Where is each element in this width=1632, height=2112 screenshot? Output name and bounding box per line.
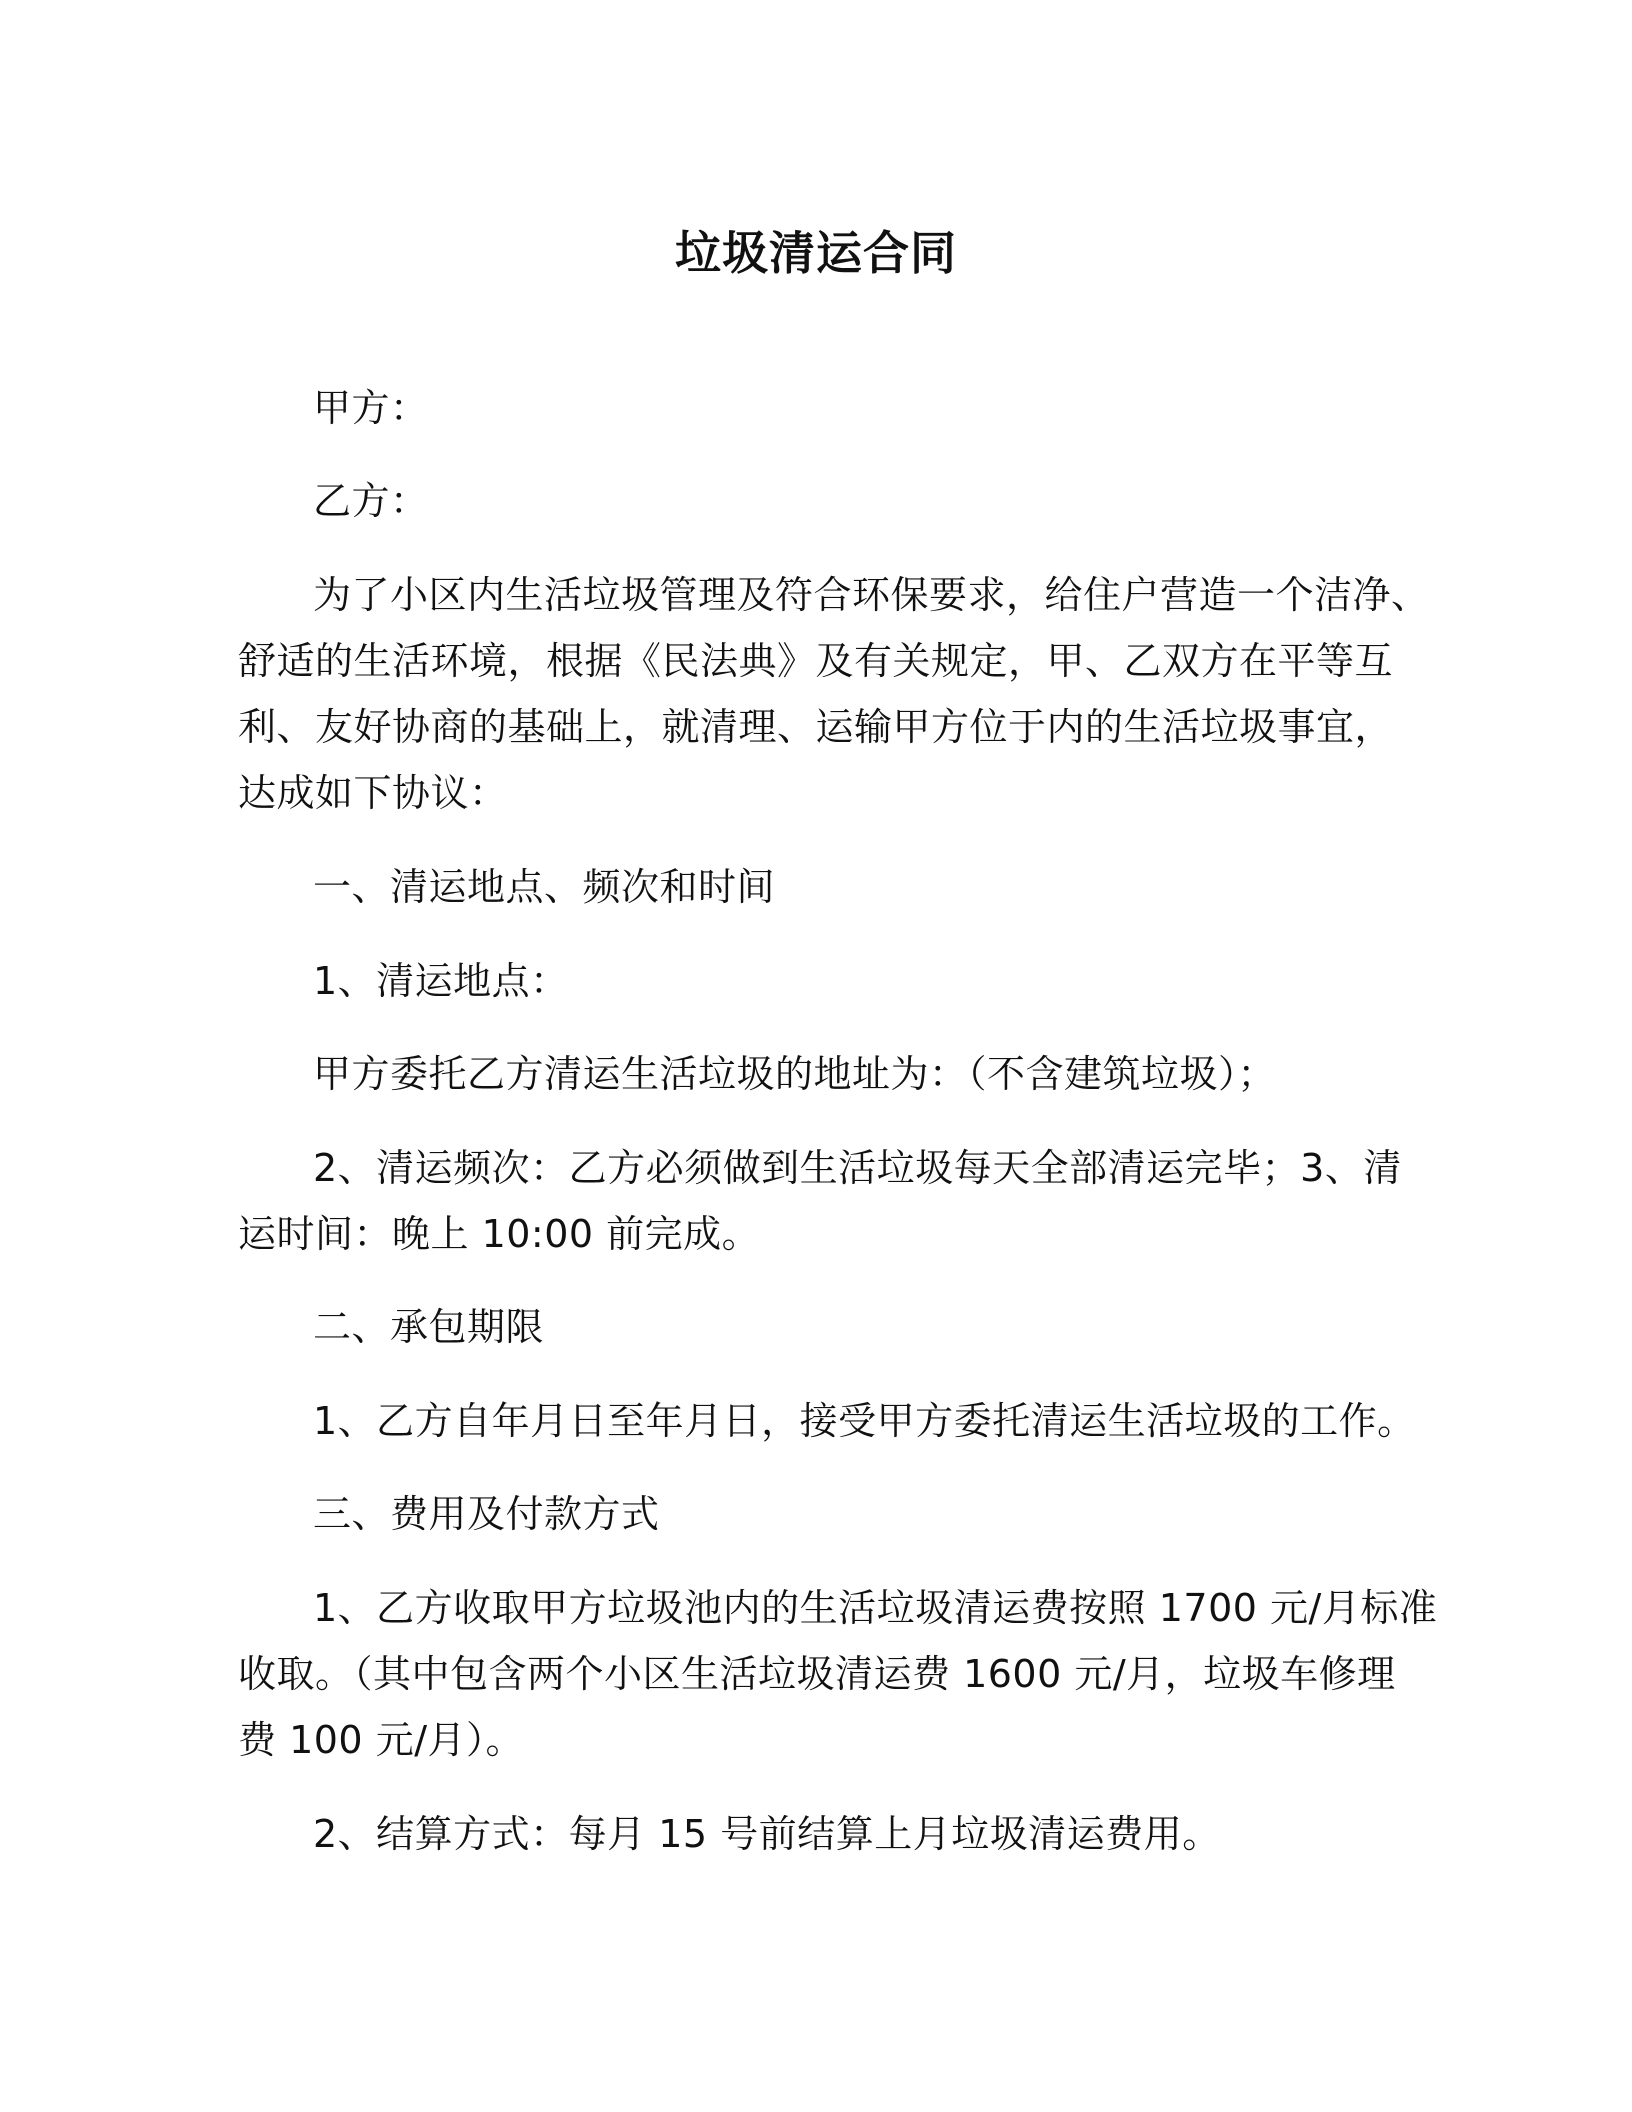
party-b-label: 乙方： <box>313 479 429 523</box>
section-3-item-1-line-3: 费 100 元/月）。 <box>238 1718 524 1762</box>
section-3-heading: 三、费用及付款方式 <box>313 1492 660 1536</box>
section-3-item-1-line-2: 收取。（其中包含两个小区生活垃圾清运费 1600 元/月，垃圾车修理 <box>238 1652 1396 1696</box>
section-3-item-2: 2、结算方式：每月 15 号前结算上月垃圾清运费用。 <box>313 1812 1221 1856</box>
section-2-heading: 二、承包期限 <box>313 1305 545 1349</box>
preamble-line-3: 利、友好协商的基础上，就清理、运输甲方位于内的生活垃圾事宜， <box>238 705 1394 749</box>
section-1-item-2-line-2: 运时间：晚上 10:00 前完成。 <box>238 1212 761 1256</box>
section-1-item-1-text: 甲方委托乙方清运生活垃圾的地址为：（不含建筑垃圾）； <box>313 1052 1277 1096</box>
preamble-line-2: 舒适的生活环境，根据《民法典》及有关规定，甲、乙双方在平等互 <box>238 639 1394 683</box>
section-2-item-1: 1、乙方自年月日至年月日，接受甲方委托清运生活垃圾的工作。 <box>313 1399 1416 1443</box>
preamble-line-1: 为了小区内生活垃圾管理及符合环保要求，给住户营造一个洁净、 <box>313 573 1430 617</box>
section-1-item-1-label: 1、清运地点： <box>313 959 569 1003</box>
document-title: 垃圾清运合同 <box>675 226 957 280</box>
section-3-item-1-line-1: 1、乙方收取甲方垃圾池内的生活垃圾清运费按照 1700 元/月标准 <box>313 1586 1438 1630</box>
preamble-line-4: 达成如下协议： <box>238 771 508 815</box>
section-1-item-2-line-1: 2、清运频次：乙方必须做到生活垃圾每天全部清运完毕；3、清 <box>313 1146 1402 1190</box>
party-a-label: 甲方： <box>313 386 429 430</box>
section-1-heading: 一、清运地点、频次和时间 <box>313 865 776 909</box>
